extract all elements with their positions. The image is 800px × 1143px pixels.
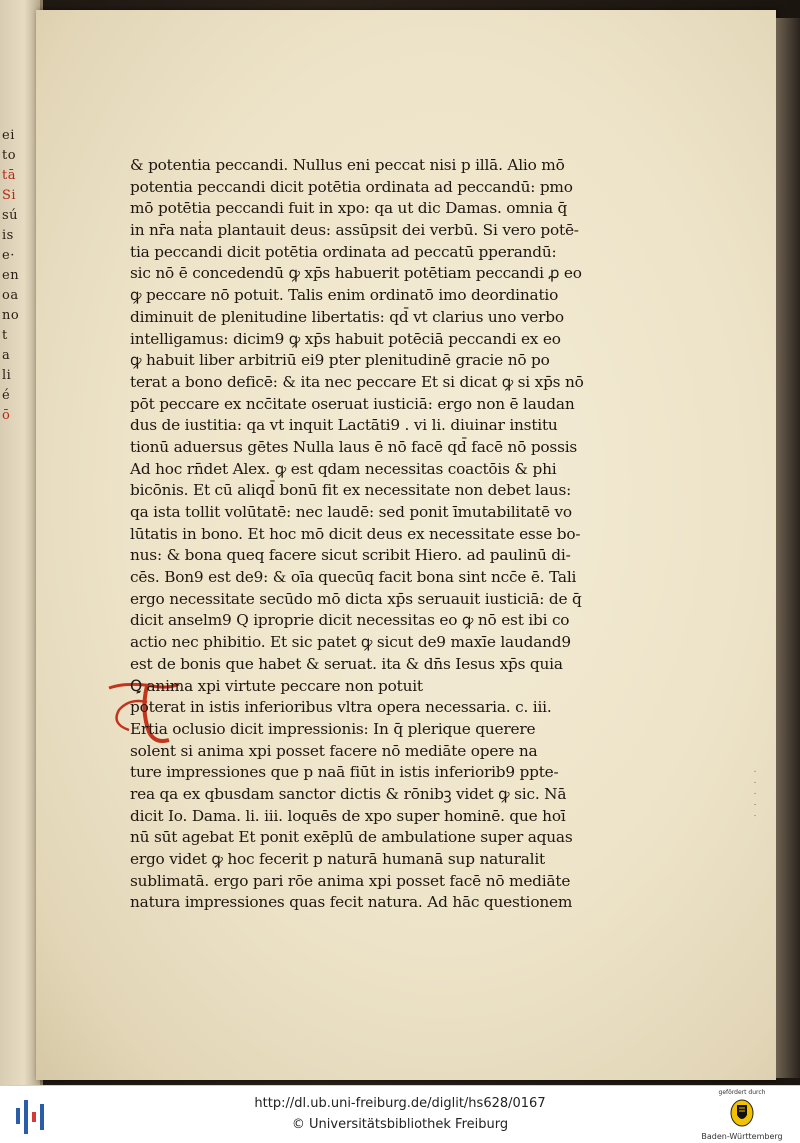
funder-badge xyxy=(692,1088,792,1142)
text-line: poterat in istis inferioribus vltra opera necessaria. c. iii. xyxy=(130,698,552,717)
facing-page-fragment: t xyxy=(2,328,8,343)
facing-page-fragment: is xyxy=(2,228,14,243)
text-line: ergo necessitate secūdo mō dicta xp̄s seruauit iusticiā: de q̄ xyxy=(130,589,582,608)
document-url[interactable]: http://dl.ub.uni-freiburg.de/diglit/hs628/0167 xyxy=(254,1096,546,1111)
text-line: dicit anselm9 Q iproprie dicit necessitas eo ꝙ nō est ibi co xyxy=(130,611,570,630)
facing-page-fragment: Si xyxy=(2,188,17,203)
facing-page-fragment: li xyxy=(2,368,12,383)
funder-label: gefördert durch xyxy=(718,1089,766,1096)
text-line: dus de iustitia: qa vt inquit Lactāti9 . vi li. diuinar institu xyxy=(130,416,558,435)
text-line: & potentia peccandi. Nullus eni peccat nisi p illā. Alio mō xyxy=(130,156,565,174)
text-line: ergo videt ꝙ hoc fecerit p naturā humanā sup naturalit xyxy=(130,850,545,868)
text-line: ꝙ peccare nō potuit. Talis enim ordinatō imo deordinatio xyxy=(130,286,559,305)
text-line: mō potētia peccandi fuit in xpo: qa ut dic Damas. omnia q̄ xyxy=(130,199,568,218)
page-stack-edge xyxy=(776,18,800,1078)
manuscript-text-block xyxy=(130,155,600,914)
text-line: nū sūt agebat Et ponit exēplū de ambulatione super aquas xyxy=(130,828,573,847)
text-line: in nr̄a naṫa plantauit deus: assūpsit dei verbū. Si vero potē- xyxy=(130,221,579,240)
copyright-text: © Universitätsbibliothek Freiburg xyxy=(291,1117,509,1132)
text-line: ꝙ habuit liber arbitriū ei9 pter plenitudinē gracie nō po xyxy=(130,351,550,370)
text-line: solent si anima xpi posset facere nō mediāte opere na xyxy=(130,741,538,760)
state-crest-icon xyxy=(730,1099,754,1127)
text-line: sic nō ē concedendū ꝙ xp̄s habuerit potētiam peccandi ꝓ eo xyxy=(130,264,582,283)
viewer-footer xyxy=(0,1085,800,1143)
text-line: Ad hoc rn̄det Alex. ꝙ est qdam necessitas coactōis & phi xyxy=(130,459,557,478)
text-line: actio nec phibitio. Et sic patet ꝙ sicut de9 maxīe laudand9 xyxy=(130,633,571,652)
text-line: sublimatā. ergo pari rōe anima xpi posset facē nō mediāte xyxy=(130,871,571,890)
text-line: tionū aduersus gētes Nulla laus ē nō facē qd̄ facē nō possis xyxy=(130,437,578,456)
text-line: lūtatis in bono. Et hoc mō dicit deus ex necessitate esse bo- xyxy=(130,524,581,543)
text-line: dicit Io. Dama. li. iii. loquēs de xpo super hominē. que hoī xyxy=(130,806,566,825)
text-line: nus: & bona queq facere sicut scribit Hiero. ad paulinū di- xyxy=(130,546,571,565)
text-line: ture impressiones que p naā fiūt in istis inferiorib9 ppte- xyxy=(130,763,559,782)
facing-page-fragment: tā xyxy=(2,168,16,183)
text-line: natura impressiones quas fecit natura. Ad hāc questionem xyxy=(130,893,573,912)
text-line: qa ista tollit volūtatē: nec laudē: sed ponit īmutabilitatē vo xyxy=(130,503,572,521)
text-line: Ꝗ anima xpi virtute peccare non potuit xyxy=(130,676,423,695)
text-line: est de bonis que habet & seruat. ita & dn̄s Iesus xp̄s quia xyxy=(130,654,563,673)
text-line: intelligamus: dicim9 ꝙ xp̄s habuit potēciā peccandi ex eo xyxy=(130,329,561,348)
text-line: Ertia oclusio dicit impressionis: In q̄ plerique querere xyxy=(130,719,536,738)
facing-page-fragment: to xyxy=(2,148,17,163)
text-line: rea qa ex qbusdam sanctor dictis & rōnibꝫ videt ꝙ sic. Nā xyxy=(130,784,567,803)
facing-page-fragment: a xyxy=(2,348,11,363)
text-line: tia peccandi dicit potētia ordinata ad peccatū pperandū: xyxy=(130,242,557,261)
facing-page-fragment: ei xyxy=(2,128,15,143)
text-line: cēs. Bon9 est de9: & oīa quecūq facit bona sint ncc̄e ē. Tali xyxy=(130,568,577,587)
facing-page-fragment: ō xyxy=(2,408,11,423)
facing-page-fragment: sú xyxy=(2,208,19,223)
text-line: bicōnis. Et cū aliqd̄ bonū fit ex necessitate non debet laus: xyxy=(130,481,572,500)
text-line: potentia peccandi dicit potētia ordinata ad peccandū: pmo xyxy=(130,177,573,196)
margin-note: · · · · · xyxy=(750,770,759,820)
text-line: diminuit de plenitudine libertatis: qd̄ vt clarius uno verbo xyxy=(130,307,564,326)
facing-page-fragment: no xyxy=(2,308,20,323)
facing-page-fragment: oa xyxy=(2,288,19,303)
funder-name: Baden-Württemberg xyxy=(701,1132,783,1141)
facing-page-fragment: en xyxy=(2,268,20,283)
facing-page-fragment: e· xyxy=(2,248,15,263)
text-line: pōt peccare ex ncc̄itate oseruat iusticiā: ergo non ē laudan xyxy=(130,394,575,413)
text-line: terat a bono deficē: & ita nec peccare Et si dicat ꝙ si xp̄s nō xyxy=(130,372,584,391)
facing-page-fragment: é xyxy=(2,388,11,403)
